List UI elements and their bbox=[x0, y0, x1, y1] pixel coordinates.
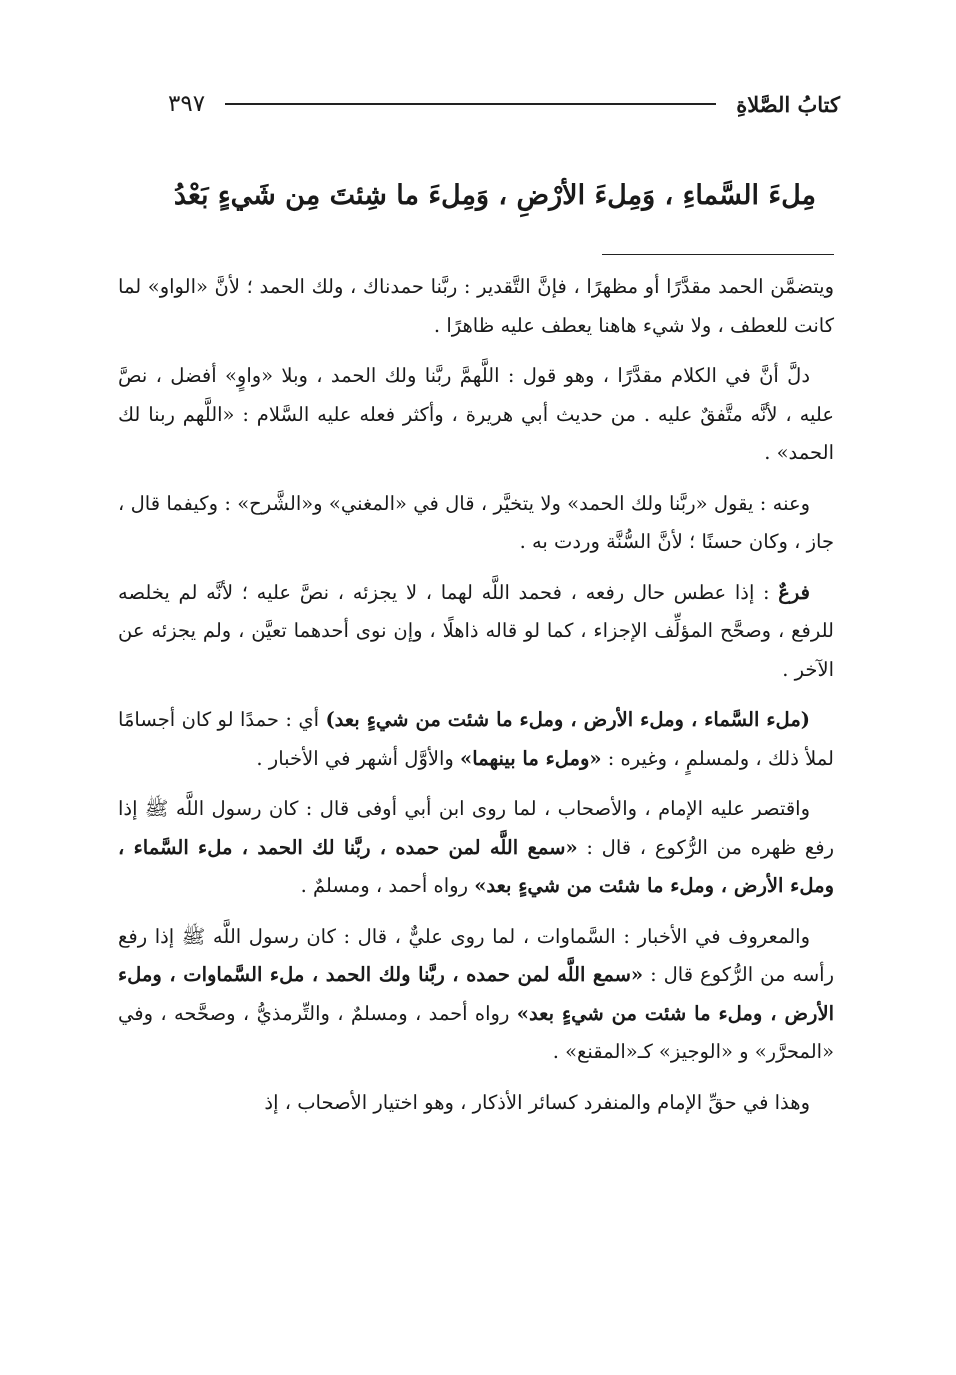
paragraph: ويتضمَّن الحمد مقدَّرًا أو مظهرًا ، فإنَّ التَّقدير : ربَّنا حمدناك ، ولك الحمد ؛ لأنَّ «الواو» لما كانت للعطف ، ولا شيء هاهنا يعطف عليه ظاهرًا . bbox=[118, 275, 834, 337]
paragraph: دلَّ أنَّ في الكلام مقدَّرًا ، وهو قول : اللَّهمَّ ربَّنا ولك الحمد ، وبلا «واوٍ» أفضل ، نصَّ عليه ، لأنَّه متَّفقٌ عليه . من حديث أبي هريرة ، وأكثر فعله عليه السَّلام : «اللَّهم ربنا لك الحمد» . bbox=[118, 364, 834, 464]
paragraph bbox=[118, 918, 834, 1072]
page-header bbox=[168, 84, 840, 124]
quoted-hadith: «سمع اللَّه لمن حمده ، ربَّنا لك الحمد ، ملء السَّماء ، وملء الأرض ، وملء ما شئت من شيءٍ بعد» bbox=[118, 835, 834, 897]
paragraph bbox=[118, 790, 834, 906]
paragraph-text: أي : حمدًا لو كان أجسامًا لملأ ذلك ، ولمسلمٍ ، وغيره : bbox=[118, 708, 834, 770]
section-label: فرعٌ bbox=[778, 580, 810, 604]
paragraph-text: واقتصر عليه الإمام ، والأصحاب ، لما روى ابن أبي أوفى قال : كان رسول اللَّه ﷺ إذا رفع ظهره من الرُّكوع ، قال : bbox=[118, 797, 834, 859]
quoted-matn: (ملء السَّماء ، وملء الأرض ، وملء ما شئت من شيءٍ بعد) bbox=[325, 708, 810, 731]
page-number: ٣٩٧ bbox=[168, 91, 206, 117]
paragraph-text: والأوَّل أشهر في الأخبار . bbox=[256, 746, 461, 770]
matn-separator-rule bbox=[602, 254, 834, 255]
paragraph-text: رواه أحمد ، ومسلمٌ . bbox=[300, 874, 475, 897]
quoted-hadith: «سمع اللَّه لمن حمده ، ربَّنا ولك الحمد ، ملء السَّماوات ، وملء الأرض ، وملء ما شئت من شيءٍ بعد» bbox=[118, 963, 834, 1025]
paragraph-text: : إذا عطس حال رفعه ، فحمد اللَّه لهما ، لا يجزئه ، نصَّ عليه ؛ لأنَّه لم يخلصه للرفع ، وصحَّح المؤلِّف الإجزاء ، كما لو قاله ذاهلًا ، وإن نوى أحدهما تعيَّن ، ولم يجزئه عن الآخر . bbox=[118, 580, 834, 681]
paragraph-text: رواه أحمد ، ومسلمٌ ، والتِّرمذيُّ ، وصحَّحه ، وفي «المحرَّر» و «الوجيز» كـ«المقنع» . bbox=[118, 1001, 834, 1063]
paragraph: وعنه : يقول «ربَّنا ولك الحمد» ولا يتخيَّر ، قال في «المغني» و«الشَّرح» : وكيفما قال ، جاز ، وكان حسنًا ؛ لأنَّ السُّنَّة وردت به . bbox=[118, 491, 834, 553]
header-rule bbox=[225, 103, 716, 105]
paragraph: وهذا في حقِّ الإمام والمنفرد كسائر الأذكار ، وهو اختيار الأصحاب ، إذ bbox=[264, 1090, 810, 1114]
paragraph-text: والمعروف في الأخبار : السَّماوات ، لما روى عليٌّ ، قال : كان رسول اللَّه ﷺ إذا رفع رأسه من الرُّكوع قال : bbox=[118, 924, 834, 986]
paragraph bbox=[118, 701, 834, 778]
commentary-body bbox=[118, 268, 834, 1134]
quoted-hadith: «وملء ما بينهما» bbox=[460, 746, 602, 770]
paragraph bbox=[118, 574, 834, 690]
matn-heading: مِلءَ السَّماءِ ، وَمِلءَ الأرْضِ ، وَمِلءَ ما شِئتَ مِن شَيءٍ بَعْدُ bbox=[173, 180, 816, 211]
running-title: كتابُ الصَّلاةِ bbox=[736, 91, 840, 117]
